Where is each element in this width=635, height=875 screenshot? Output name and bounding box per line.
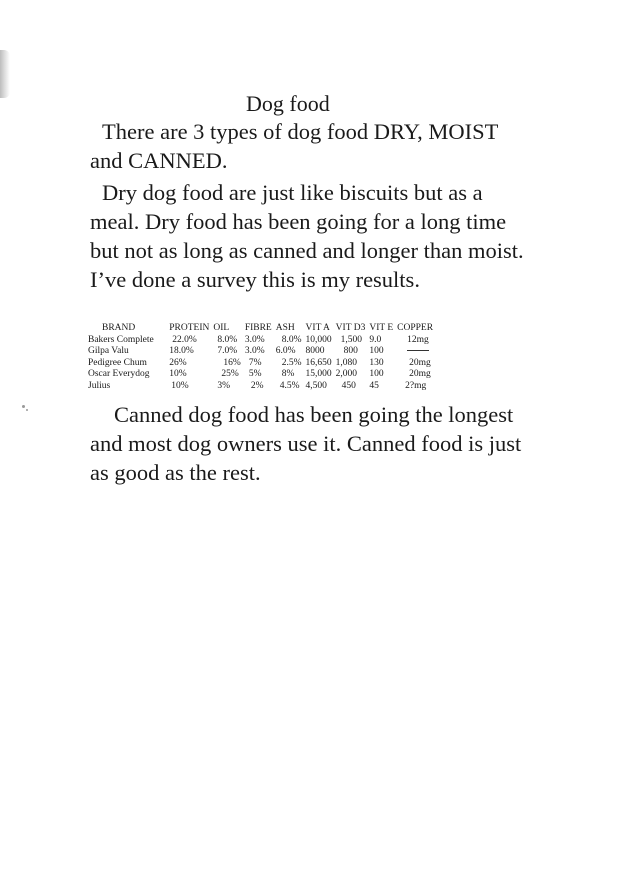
- table-cell: 3%: [217, 380, 231, 391]
- document-title: Dog food: [246, 91, 330, 116]
- table-cell: 8.0%: [281, 334, 302, 345]
- paragraph-types: [90, 117, 498, 175]
- table-cell: 16,650: [305, 357, 332, 368]
- table-cell: 3.0%: [244, 346, 265, 356]
- table-cell: 8.0%: [217, 334, 238, 345]
- column-header-oil: OIL: [213, 323, 230, 333]
- table-cell: 10,000: [305, 334, 332, 345]
- column-header-protein: PROTEIN: [169, 323, 210, 333]
- table-cell: 100: [369, 369, 384, 379]
- text-line: I’ve done a survey this is my results.: [90, 267, 420, 292]
- text-line: Dry dog food are just like biscuits but as a: [102, 180, 483, 205]
- table-cell: 1,080: [335, 357, 358, 368]
- text-line: but not as long as canned and longer than moist.: [90, 238, 524, 263]
- text-line: as good as the rest.: [90, 460, 261, 485]
- table-cell: 100: [369, 346, 384, 356]
- table-row: [88, 358, 437, 370]
- text-line: meal. Dry food has been going for a long time: [90, 209, 507, 234]
- table-cell: 7%: [248, 357, 262, 368]
- table-cell: 5%: [248, 369, 262, 379]
- table-cell: 25%: [221, 369, 239, 379]
- table-cell: 12mg: [407, 334, 429, 345]
- table-row: [88, 346, 437, 358]
- table-cell: 16%: [223, 357, 241, 368]
- table-cell: 9.0: [369, 334, 382, 345]
- table-cell: 2?mg: [405, 380, 427, 391]
- column-header-vit-d3: VIT D3: [335, 323, 366, 333]
- scan-speck: [26, 409, 28, 411]
- table-cell: 20mg: [409, 369, 431, 379]
- table-cell: 450: [341, 380, 356, 391]
- scan-edge-shadow: [0, 50, 10, 98]
- table-cell: Pedigree Chum: [88, 357, 147, 368]
- text-line: There are 3 types of dog food DRY, MOIST: [102, 119, 499, 144]
- text-line: Canned dog food has been going the longest: [114, 402, 514, 427]
- table-cell: 10%: [169, 369, 187, 379]
- table-cell: 8%: [281, 369, 295, 379]
- table-cell: 7.0%: [217, 346, 238, 356]
- table-cell: 22.0%: [172, 334, 197, 345]
- table-row: [88, 381, 437, 393]
- table-row: [88, 369, 437, 381]
- table-cell: 15,000: [305, 369, 332, 379]
- table-cell: 4,500: [305, 380, 327, 391]
- table-cell: Oscar Everydog: [88, 369, 150, 379]
- table-cell: 3.0%: [244, 334, 265, 345]
- table-header-row: [88, 323, 437, 335]
- column-header-brand: BRAND: [102, 323, 136, 333]
- table-row: [88, 335, 437, 347]
- table-cell: 2%: [250, 380, 264, 391]
- text-line: and most dog owners use it. Canned food is just: [90, 431, 522, 456]
- table-cell: 10%: [171, 380, 189, 391]
- table-cell: 800: [343, 346, 358, 356]
- column-header-vit-a: VIT A: [305, 323, 330, 333]
- table-cell: 20mg: [409, 357, 431, 368]
- table-cell: [397, 346, 437, 358]
- paragraph-canned-food: [90, 400, 521, 487]
- table-cell: 6.0%: [275, 346, 296, 356]
- table-cell: 130: [369, 357, 384, 368]
- table-cell: Gilpa Valu: [88, 346, 129, 356]
- table-cell: 45: [369, 380, 379, 391]
- scan-speck: [22, 405, 25, 408]
- column-header-fibre: FIBRE: [244, 323, 272, 333]
- column-header-vit-e: VIT E: [369, 323, 394, 333]
- dash-mark: [407, 350, 429, 351]
- paragraph-dry-food: [90, 178, 524, 294]
- table-cell: 4.5%: [279, 380, 300, 391]
- table-cell: 8000: [305, 346, 325, 356]
- table-cell: 1,500: [340, 334, 363, 345]
- survey-table: [88, 323, 437, 392]
- column-header-copper: COPPER: [397, 323, 434, 333]
- table-cell: 18.0%: [169, 346, 194, 356]
- table-cell: Julius: [88, 380, 111, 391]
- column-header-ash: ASH: [275, 323, 295, 333]
- text-line: and CANNED.: [90, 148, 228, 173]
- table-cell: Bakers Complete: [88, 334, 154, 345]
- table-cell: 26%: [169, 357, 187, 368]
- table-cell: 2.5%: [281, 357, 302, 368]
- table-cell: 2,000: [335, 369, 358, 379]
